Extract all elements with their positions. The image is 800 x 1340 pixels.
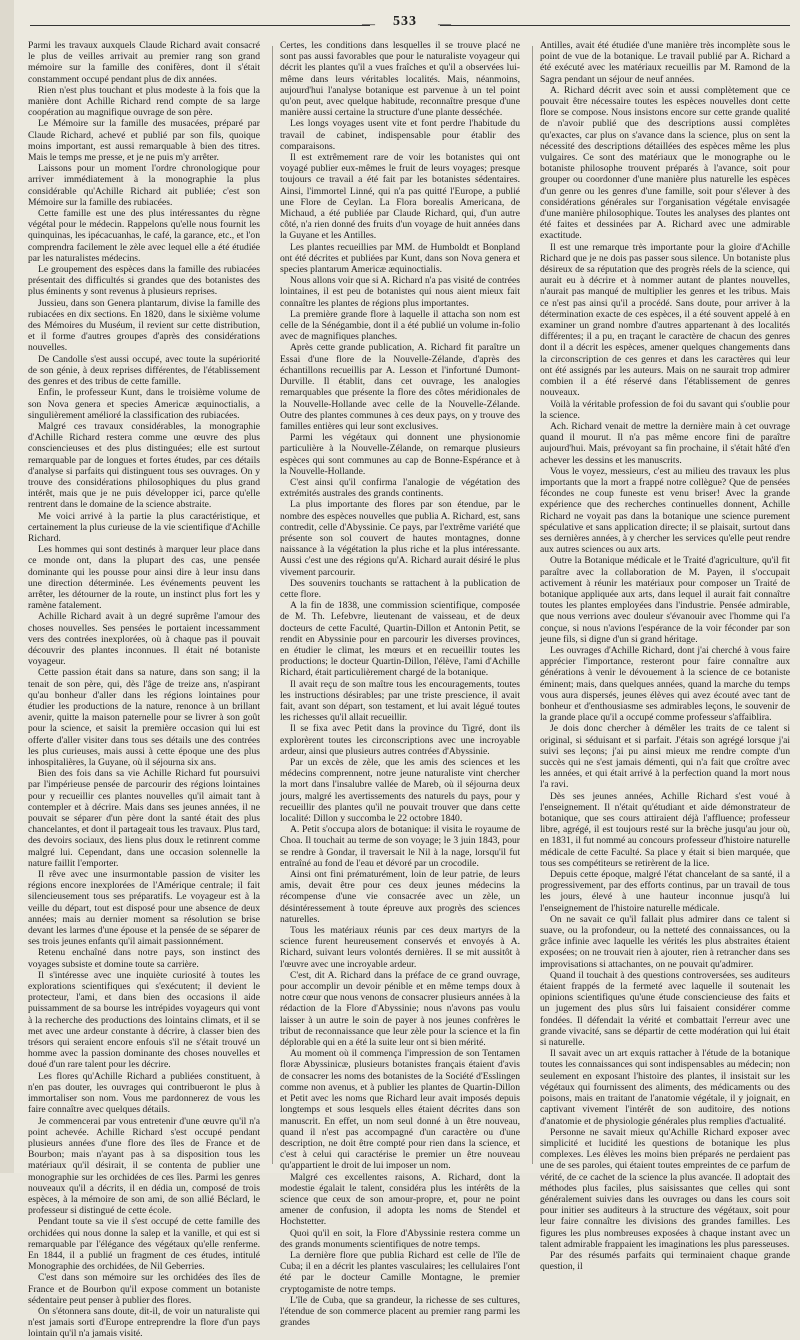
paragraph: Il se fixa avec Petit dans la province du Tigré, dont ils explorèrent toutes les circonscriptions avec une incroyable ardeur, ainsi que plusieurs autres contrées d'Abyssinie.: [280, 723, 520, 757]
paragraph: C'est, dit A. Richard dans la préface de ce grand ouvrage, pour accomplir un devoir pénible et en même temps doux à notre cœur que nous venons de consacrer plusieurs années à la rédaction de la Flore d'Abyssinie; nous n'avons pas voulu laisser à un autre le soin de payer à nos jeunes confrères le tribut de reconnaissance que leur zèle pour la science et la fin déplorable qui en a été la suite leur ont si bien mérité.: [280, 969, 520, 1049]
paragraph: Après cette grande publication, A. Richard fit paraître un Essai d'une flore de la Nouvelle-Zélande, d'après des échantillons recueillis par A. Lesson et l'infortuné Dumont-Durville. Il établit, dans cet ouvrage, les analogies remarquables que présente la flore des côtes méridionales de la Nouvelle-Hollande avec celle de la Nouvelle-Zélande. Outre des plantes communes à ces deux pays, on y trouve des familles entières qui leur sont exclusives.: [280, 342, 520, 432]
paragraph: Retenu enchaîné dans notre pays, son instinct des voyages subsiste et domine toute sa carrière.: [28, 947, 260, 970]
paragraph: A la fin de 1838, une commission scientifique, composée de M. Th. Lefebvre, lieutenant de vaisseau, et de deux docteurs de cette Faculté, Quartin-Dillon et Antonin Petit, se rendit en Abyssinie pour en parcourir les diverses provinces, en étudier le climat, les mœurs et en recueillir toutes les productions; le docteur Quartin-Dillon, l'élève, l'ami d'Achille Richard, était particulièrement chargé de la botanique.: [280, 600, 520, 679]
paragraph: C'est dans son mémoire sur les orchidées des îles de France et de Bourbon qu'il expose comment un botaniste sédentaire peut penser à publier des flores.: [28, 1272, 260, 1306]
paragraph: L'île de Cuba, que sa grandeur, la richesse de ses cultures, l'étendue de son commerce placent au premier rang parmi les grandes: [280, 1294, 520, 1329]
paragraph: Par des résumés parfaits qui terminaient chaque grande question, il: [540, 1249, 790, 1273]
paragraph: A. Richard décrit avec soin et aussi complètement que ce pouvait être nécessaire toutes les espèces nouvelles dont cette flore se compose. Nous insistons encore sur cette grande qualité de n'avoir publié que des descriptions aussi complètes qu'exactes, car plus on s'avance dans la science, plus on sent la nécessité des descriptions détaillées des espèces même les plus vulgaires. Ce sont des matériaux que le monographe ou le botaniste philosophe trouvent préparés à l'avance, soit pour grouper ou coordonner d'une manière plus naturelle les espèces d'un genre ou les genres d'une famille, soit pour s'élever à des considérations générales sur l'organisation végétale envisagée d'une manière philosophique. Toutes les analyses des plantes ont été faites et dessinées par A. Richard avec une admirable exactitude.: [540, 84, 790, 242]
paragraph: Je commencerai par vous entretenir d'une œuvre qu'il n'a point achevée. Achille Richard s'est occupé pendant plusieurs années d'une flore des îles de France et de Bourbon; mais n'ayant pas à sa disposition tous les matériaux qu'il désirait, il se contenta de publier une monographie sur les orchidées de ces îles. Parmi les genres nouveaux qu'il a décrits, il en dédia un, composé de trois espèces, à la mémoire de son ami, de son allié Béclard, le professeur si distingué de cette école.: [28, 1115, 260, 1217]
paragraph: Les hommes qui sont destinés à marquer leur place dans ce monde ont, dans la plupart des cas, une pensée dominante qui les pousse pour ainsi dire à leur insu dans une direction déterminée. Les événements peuvent les arrêter, les détourner de la route, un instinct plus fort les y ramène fatalement.: [28, 544, 260, 612]
paragraph: C'est ainsi qu'il confirma l'analogie de végétation des extrémités australes des grands continents.: [280, 476, 520, 500]
paragraph: Pendant toute sa vie il s'est occupé de cette famille des orchidées qui nous donne la salep et la vanille, et qui est si remarquable par l'élégance des végétaux qu'elle renferme. En 1844, il a publié un fragment de ces études, intitulé Monographie des orchidées, de Nil Geberries.: [28, 1216, 260, 1273]
paragraph: Je dois donc chercher à démêler les traits de ce talent si original, si séduisant et si parfait. J'étais son agrégé lorsque j'ai suivi ses leçons; j'ai pu ainsi mieux me rendre compte d'un succès qui ne s'est jamais démenti, qui n'a fait que croître avec les années, et qui était arrivé à la perfection quand la mort nous l'a ravi.: [540, 723, 790, 791]
text-columns: [28, 40, 800, 1340]
paragraph: Nous allons voir que si A. Richard n'a pas visité de contrées lointaines, il est peu de botanistes qui nous aient mieux fait connaître les plantes de régions plus importantes.: [280, 275, 520, 309]
paragraph: Il rêve avec une insurmontable passion de visiter les régions encore inexplorées de l'Amérique centrale; il fait silencieusement tous ses préparatifs. Le voyageur est à la veille du départ, tout est disposé pour une absence de deux années; mais au dernier moment sa résolution se brise devant les larmes d'une épouse et la pensée de se séparer de ses trois jeunes enfants qu'il aimait passionnément.: [28, 869, 260, 948]
paragraph: Outre la Botanique médicale et le Traité d'agriculture, qu'il fit paraître avec la collaboration de M. Payen, il s'occupait activement à réunir les matériaux pour composer un Traité de botanique appliquée aux arts, dans lequel il aurait fait connaître toutes les plantes employées dans l'industrie. Pensée admirable, que nous verrions avec douleur s'évanouir avec l'homme qui l'a conçue, si nous n'avions l'espérance de la voir féconder par son jeune fils, si digne d'un si grand héritage.: [540, 555, 790, 645]
paragraph: Malgré ces travaux considérables, la monographie d'Achille Richard restera comme une œuvre des plus consciencieuses et des plus distinguées; elle est surtout remarquable par de longues et fortes études, par ces détails d'analyse si parfaits qui distinguent tous ses ouvrages. On y trouve des considérations philosophiques du plus grand intérêt, mais que je ne puis développer ici, parce qu'elle rentrent dans le domaine de la science abstraite.: [28, 420, 260, 511]
paragraph: Il s'intéresse avec une inquiète curiosité à toutes les explorations scientifiques qui s'exécutent; il devient le protecteur, l'ami, et dans bien des occasions il aide puissamment de sa bourse les intrépides voyageurs qui vont à la recherche des productions des lointains climats, et il se met avec une ardeur constante à décrire, à classer bien des trésors qui seraient encore enfouis s'il ne s'était trouvé un homme avec la passion dominante des choses nouvelles et doué d'un rare talent pour les décrire.: [28, 969, 260, 1071]
paragraph: Il savait avec un art exquis rattacher à l'étude de la botanique toutes les connaissances qui sont indispensables au médecin; non seulement en exposant l'histoire des plantes, il insistait sur les végétaux qui fournissent des aliments, des médicaments ou des poisons, mais en traitant de l'anatomie végétale, il y joignait, en captivant vivement l'intérêt de son auditoire, des notions d'anatomie et de physiologie générales plus remplies d'actualité.: [540, 1048, 790, 1127]
paragraph: Jussieu, dans son Genera plantarum, divise la famille des rubiacées en dix sections. En 1820, dans le sixième volume des Mémoires du Muséum, il revient sur cette distribution, et il forme d'autres groupes d'après des considérations nouvelles.: [28, 297, 260, 354]
paragraph: Dès ses jeunes années, Achille Richard s'est voué à l'enseignement. Il n'était qu'étudiant et aide démonstrateur de botanique, que ses cours attiraient déjà l'affluence; professeur libre, agrégé, il est toujours resté sur la brèche jusqu'au jour où, en 1831, il fut nommé au concours professeur d'histoire naturelle médicale de cette Faculté. Sa place y était si bien marquée, que tous ses compétiteurs se retirèrent de la lice.: [540, 790, 790, 869]
paragraph: Parmi les végétaux qui donnent une physionomie particulière à la Nouvelle-Zélande, on remarque plusieurs espèces qui sont communes au cap de Bonne-Espérance et à la Nouvelle-Hollande.: [280, 432, 520, 477]
paragraph: On ne savait ce qu'il fallait plus admirer dans ce talent si suave, ou la profondeur, ou la netteté des connaissances, ou la grâce infinie avec laquelle les vérités les plus abstraites étaient exposées; on ne trouvait rien à ajouter, rien à retrancher dans ses improvisations si attachantes, on ne pouvait qu'admirer.: [540, 913, 790, 970]
paragraph: Personne ne savait mieux qu'Achille Richard exposer avec simplicité et lucidité les questions de botanique les plus complexes. Les élèves les moins bien préparés ne perdaient pas une de ses paroles, qui étaient toutes empreintes de ce parfum de vérité, de ce cachet de la science la plus avancée. Il adoptait des méthodes plus faciles, plus saisissantes que celles qui sont généralement suivies dans les ouvrages ou dans les cours soit pour initier ses auditeurs à la structure des végétaux, soit pour leur faire connaître les divisions des grandes familles. Les figures les plus nombreuses exposées à chaque instant avec un talent admirable frappaient les imaginations les plus paresseuses.: [540, 1126, 790, 1250]
paragraph: Malgré ces excellentes raisons, A. Richard, dont la modestie égalait le talent, considéra plus les intérêts de la science que ceux de son amour-propre, et, pour ne point amener de confusion, il adopta les noms de Stendel et Hochstetter.: [280, 1171, 520, 1228]
paragraph: Parmi les travaux auxquels Claude Richard avait consacré le plus de veilles arrivait au premier rang son grand mémoire sur la famille des conifères, dont il s'était constamment occupé pendant plus de dix années.: [28, 40, 260, 85]
paragraph: Quand il touchait à des questions controversées, ses auditeurs étaient frappés de la fermeté avec laquelle il soutenait les opinions scientifiques qu'une étude consciencieuse des faits et un jugement des plus sûrs lui faisaient considérer comme fondées. Il défendait la vérité et combattait l'erreur avec une grande vivacité, sans se départir de cette modération qui lui était si naturelle.: [540, 969, 790, 1049]
header-rule-left: [30, 25, 370, 26]
paragraph: Les flores qu'Achille Richard a publiées constituent, à n'en pas douter, les ouvrages qui contribueront le plus à immortaliser son nom. Vous me pardonnerez de vous les faire connaître avec quelques détails.: [28, 1070, 260, 1116]
paragraph: Antilles, avait été étudiée d'une manière très incomplète sous le point de vue de la botanique. Le travail publié par A. Richard a été exécuté avec les matériaux recueillis par M. Ramond de la Sagra pendant un séjour de neuf années.: [540, 40, 790, 85]
column-2: [280, 40, 520, 1329]
paragraph: A. Petit s'occupa alors de botanique: il visita le royaume de Choa. Il touchait au terme de son voyage; le 3 juin 1843, pour se rendre à Gondar, il traversait le Nil à la nage, lorsqu'il fut entraîné au fond de l'eau et dévoré par un crocodile.: [280, 824, 520, 869]
paragraph: Le Mémoire sur la famille des musacées, préparé par Claude Richard, achevé et publié par son fils, quoique moins important, est aussi remarquable à bien des titres. Mais le temps me presse, et je ne puis m'y arrêter.: [28, 118, 260, 164]
paragraph: Il est une remarque très importante pour la gloire d'Achille Richard que je ne dois pas passer sous silence. Un botaniste plus désireux de sa réputation que des progrès réels de la science, qui aurait eu à décrire et à nommer autant de plantes nouvelles, n'aurait pas manqué de multiplier les genres et les tribus. Mais ce n'est pas ainsi qu'il a procédé. Sans doute, pour arriver à la détermination exacte de ces espèces, il a été souvent appelé à en examiner un grand nombre d'autres appartenant à des localités différentes; il a pu, en traçant le caractère de chacun des genres dont il a décrit les espèces, amener quelques changements dans la circonscription de ces genres et dans les caractères qui leur ont été assignés par les auteurs. Mais on ne saurait trop admirer combien il a été réservé dans l'établissement de genres nouveaux.: [540, 241, 790, 399]
paragraph: Par un excès de zèle, que les amis des sciences et les médecins comprennent, notre jeune naturaliste vint chercher la mort dans l'insalubre vallée de Mareb, où il séjourna deux jours, malgré les avertissements des naturels du pays, pour y recueillir des plantes qu'il ne pouvait trouver que dans cette localité: Dillon y succomba le 22 octobre 1840.: [280, 757, 520, 825]
paragraph: Cette famille est une des plus intéressantes du règne végétal pour le médecin. Rappelons qu'elle nous fournit les quinquinas, les ipécacuanhas, le café, la garance, etc., et l'on comprendra facilement le zèle avec lequel elle a été étudiée par les naturalistes médecins.: [28, 208, 260, 264]
paragraph: Il avait reçu de son maître tous les encouragements, toutes les instructions désirables; par une triste prescience, il avait fait, avant son départ, son testament, et lui avait légué toutes les richesses qu'il allait recueillir.: [280, 678, 520, 724]
paragraph: Cette passion était dans sa nature, dans son sang; il la tenait de son père, qui, dès l'âge de treize ans, n'aspirant qu'au bonheur d'aller dans les régions lointaines pour étudier les productions de la nature, renonce à un brillant avenir, quitte la maison paternelle pour se livrer à son goût pour la science, et saisit la première occasion qui lui est offerte d'aller visiter dans tous ses détails une des contrées les plus curieuses, mais aussi à cette époque une des plus inhospitalières, la Guyane, où il séjourna six ans.: [28, 667, 260, 768]
paragraph: Vous le voyez, messieurs, c'est au milieu des travaux les plus importants que la mort a frappé notre collègue? Que de pensées fécondes ne coup funeste est venu briser! Avec la grande expérience que des recherches continuelles donnent, Achille Richard ne voyait pas dans la botanique une science purement spéculative et sans application directe; il se plaisait, surtout dans ses dernières années, à y chercher les services qu'elle peut rendre aux autres sciences ou aux arts.: [540, 465, 790, 556]
paragraph: Enfin, le professeur Kunt, dans le troisième volume de son Nova genera et species Americæ æquinoctialis, a singulièrement amélioré la classification des rubiacées.: [28, 387, 260, 421]
paragraph: Ach. Richard venait de mettre la dernière main à cet ouvrage quand il mourut. Il n'a pas même encore fini de paraître aujourd'hui. Mais, prévoyant sa fin prochaine, il s'était hâté d'en achever les dessins et les manuscrits.: [540, 420, 790, 466]
page-margin-shadow: [0, 0, 14, 1173]
paragraph: Quoi qu'il en soit, la Flore d'Abyssinie restera comme un des grands monuments scientifiques de notre temps.: [280, 1227, 520, 1250]
paragraph: Ainsi ont fini prématurément, loin de leur patrie, de leurs amis, devait être pour ces deux jeunes médecins la récompense d'une vie consacrée avec un zèle, un désintéressement à toute épreuve aux progrès des sciences naturelles.: [280, 869, 520, 925]
paragraph: Des souvenirs touchants se rattachent à la publication de cette flore.: [280, 577, 520, 600]
header-dash-left: —: [362, 16, 375, 31]
paragraph: Depuis cette époque, malgré l'état chancelant de sa santé, il a progressivement, par des efforts continus, par un travail de tous les jours, élevé à une hauteur inconnue jusqu'à lui l'enseignement de l'histoire naturelle médicale.: [540, 869, 790, 914]
page-header: [0, 10, 800, 36]
paragraph: La première grande flore à laquelle il attacha son nom est celle de la Sénégambie, dont il a été publié un volume in-folio avec de magnifiques planches.: [280, 308, 520, 343]
paragraph: Bien des fois dans sa vie Achille Richard fut poursuivi par l'impérieuse pensée de parcourir des régions lointaines pour y recueillir ces plantes nouvelles qu'il aimait tant à contempler et à décrire. Mais dans ses jeunes années, il ne pouvait se séparer d'un père dont la santé était des plus chancelantes, et dont il partageait tous les travaux. Plus tard, des devoirs sociaux, des liens plus doux le retinrent comme malgré lui. Cependant, dans une occasion solennelle la nature faillit l'emporter.: [28, 768, 260, 869]
paragraph: Les longs voyages usent vite et font perdre l'habitude du travail de cabinet, indispensable pour établir des comparaisons.: [280, 118, 520, 152]
header-dash-right: —: [438, 16, 451, 31]
paragraph: On s'étonnera sans doute, dit-il, de voir un naturaliste qui n'est jamais sorti d'Europe entreprendre la flore d'un pays lointain qu'il n'a jamais visité.: [28, 1305, 260, 1340]
page-number: 533: [393, 14, 417, 29]
column-1: [28, 40, 260, 1340]
paragraph: Les plantes recueillies par MM. de Humboldt et Bonpland ont été décrites et publiées par Kunt, dans son Nova genera et species plantarum Americæ æquinoctialis.: [280, 241, 520, 276]
paragraph: La plus importante des flores par son étendue, par le nombre des espèces nouvelles que publia A. Richard, est, sans contredit, celle d'Abyssinie. Ce pays, par l'extrême variété que présente son sol couvert de hautes montagnes, donne naissance à la végétation la plus riche et la plus intéressante. Aussi c'est une des régions qu'A. Richard aurait désiré le plus vivement parcourir.: [280, 499, 520, 578]
paragraph: Tous les matériaux réunis par ces deux martyrs de la science furent heureusement conservés et envoyés à A. Richard, suivant leurs volontés dernières. Il se mit aussitôt à l'œuvre avec une incroyable ardeur.: [280, 925, 520, 970]
column-3: [540, 40, 790, 1273]
paragraph: Il est extrêmement rare de voir les botanistes qui ont voyagé publier eux-mêmes le fruit de leurs voyages; presque toujours ce travail a été fait par les botanistes sédentaires. Ainsi, l'immortel Linné, qui n'a pas quitté l'Europe, a publié une Flore de Ceylan. La Flora borealis Americana, de Michaud, a été publiée par Claude Richard, qui, d'un autre côté, n'a rien donné des fruits d'un voyage de huit années dans la Guyane et les Antilles.: [280, 152, 520, 242]
paragraph: Laissons pour un moment l'ordre chronologique pour arriver immédiatement à la monographie la plus considérable qu'Achille Richard ait publiée; c'est son Mémoire sur la famille des rubiacées.: [28, 163, 260, 208]
header-rule-right: [440, 25, 790, 26]
paragraph: Les ouvrages d'Achille Richard, dont j'ai cherché à vous faire apprécier l'importance, resteront pour faire connaître aux générations à venir le dévouement à la science de ce botaniste éminent; mais, dans quelques années, quand la marche du temps vous aura dispersés, jeunes élèves qui avez écouté avec tant de bonheur et d'enthousiasme ses admirables leçons, le souvenir de la grande place qu'il a occupé comme professeur s'affaiblira.: [540, 644, 790, 724]
paragraph: Achille Richard avait à un degré suprême l'amour des choses nouvelles. Ses pensées le portaient incessamment vers des contrées inexplorées, où à chaque pas il pouvait découvrir des plantes inconnues. Il était né botaniste voyageur.: [28, 611, 260, 668]
paragraph: Me voici arrivé à la partie la plus caractéristique, et certainement la plus curieuse de la vie scientifique d'Achille Richard.: [28, 510, 260, 544]
paragraph: La dernière flore que publia Richard est celle de l'île de Cuba; il en a décrit les plantes vasculaires; les cellulaires l'ont été par le docteur Camille Montagne, le premier cryptogamiste de notre temps.: [280, 1249, 520, 1295]
paragraph: De Candolle s'est aussi occupé, avec toute la supériorité de son génie, à deux reprises différentes, de l'établissement des genres et des tribus de cette famille.: [28, 353, 260, 388]
paragraph: Au moment où il commença l'impression de son Tentamen floræ Abyssinicæ, plusieurs botanistes français étaient d'avis de consacrer les noms des botanistes de la Société d'Esslingen comme non avenus, et à publier les plantes de Quartin-Dillon et Petit avec les noms que Richard leur avait imposés depuis longtemps et sous lesquels elles étaient décrites dans son manuscrit. En effet, un nom seul donné à un être nouveau, quand il n'est pas accompagné d'un caractère ou d'une description, ne doit être compté pour rien dans la science, et c'est à celui qui caractérise le premier un être nouveau qu'appartient le droit de lui imposer un nom.: [280, 1048, 520, 1172]
paragraph: Certes, les conditions dans lesquelles il se trouve placé ne sont pas aussi favorables que pour le naturaliste voyageur qui décrit les plantes qu'il a vues fraîches et qu'il a observées lui-même dans leurs véritables localités. Mais, néanmoins, aujourd'hui l'analyse botanique est parvenue à un tel point qu'on peut, avec quelque habitude, reconnaître presque d'une manière aussi certaine la structure d'une plante desséchée.: [280, 40, 520, 119]
paragraph: Voilà la véritable profession de foi du savant qui s'oublie pour la science.: [540, 398, 790, 421]
paragraph: Le groupement des espèces dans la famille des rubiacées présentait des difficultés si grandes que des botanistes des plus éminents y sont revenus à plusieurs reprises.: [28, 264, 260, 298]
paragraph: Rien n'est plus touchant et plus modeste à la fois que la manière dont Achille Richard rend compte de sa large coopération au magnifique ouvrage de son père.: [28, 84, 260, 119]
